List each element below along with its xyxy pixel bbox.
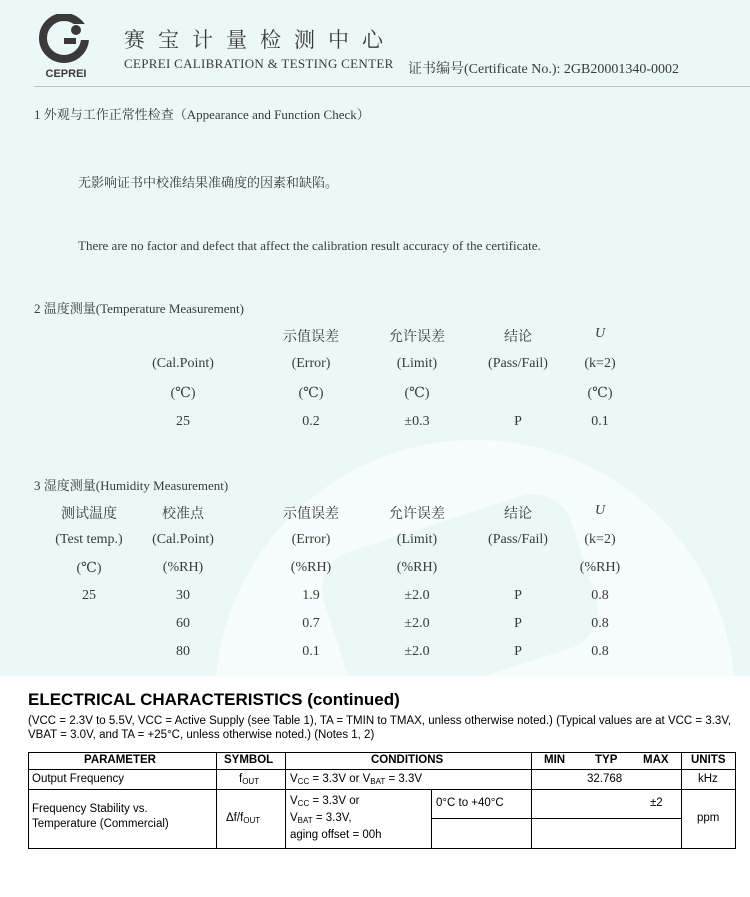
hum-col-result-en: (Pass/Fail): [488, 532, 548, 547]
hum-cell-result: P: [514, 616, 522, 631]
electrical-characteristics-table: [28, 752, 736, 849]
cell-symbol: $\Delta f/f_{OUT}$: [226, 812, 261, 825]
hum-cell-u: 0.8: [591, 588, 609, 603]
hum-cell-result: P: [514, 644, 522, 659]
col-header-max: MAX: [643, 754, 669, 766]
temp-col-u-cn: U: [594, 326, 606, 341]
temp-col-u-unit: (℃): [587, 386, 613, 401]
cell-conditions: $V_{CC} = 3.3V$ or $V_{BAT} = 3.3V$, aging offset = 00h: [290, 795, 382, 841]
hum-cell-calpoint: 60: [176, 616, 190, 631]
hum-cell-u: 0.8: [591, 644, 609, 659]
hum-cell-limit: ±2.0: [404, 588, 430, 603]
col-header-min: MIN: [544, 754, 566, 766]
cell-parameter: Output Frequency: [32, 773, 125, 785]
col-header-parameter: PARAMETER: [84, 754, 156, 766]
hum-col-testtemp-cn: 测试温度: [61, 507, 117, 522]
temp-cell-u: 0.1: [591, 414, 609, 429]
hum-cell-calpoint: 80: [176, 644, 190, 659]
certificate-number: [408, 58, 679, 78]
temp-cell-calpoint: 25: [176, 414, 190, 429]
cell-typ: 32.768: [587, 773, 623, 785]
hum-col-result-cn: 结论: [504, 507, 532, 522]
temp-col-error-unit: (℃): [298, 386, 324, 401]
datasheet-title: ELECTRICAL CHARACTERISTICS (continued): [28, 690, 400, 709]
hum-cell-calpoint: 30: [176, 588, 190, 603]
hum-cell-error: 0.1: [302, 644, 320, 659]
hum-col-calpoint-unit: (%RH): [162, 560, 204, 575]
hum-col-calpoint-cn: 校准点: [162, 507, 204, 522]
hum-cell-error: 0.7: [302, 616, 320, 631]
hum-col-testtemp-unit: (℃): [76, 561, 102, 576]
section2-title: 2 温度测量(Temperature Measurement): [34, 301, 244, 316]
section3-title: 3 湿度测量(Humidity Measurement): [34, 478, 229, 493]
temp-col-error-cn: 示值误差: [283, 330, 339, 345]
hum-col-error-unit: (%RH): [290, 560, 332, 575]
temp-col-result-en: (Pass/Fail): [488, 356, 548, 371]
header-divider: [34, 86, 750, 87]
hum-cell-error: 1.9: [302, 588, 320, 603]
logo-text: CEPREI: [45, 68, 87, 80]
col-header-units: UNITS: [691, 754, 726, 766]
temp-col-calpoint-unit: (℃): [170, 386, 196, 401]
section1-cn-text: 无影响证书中校准结果准确度的因素和缺陷。: [78, 175, 339, 190]
cell-units: ppm: [697, 812, 720, 824]
cell-units: kHz: [698, 773, 718, 785]
cell-symbol: $f_{OUT}$: [239, 773, 260, 786]
datasheet-note: (VCC = 2.3V to 5.5V, VCC = Active Supply (see Table 1), TA = TMIN to TMAX, unless otherwise noted.) (Typical values are at VCC = 3.3V, VBAT = 3.0V, and TA = +25°C, unless otherwise noted.) (Notes 1, 2): [28, 715, 732, 741]
temp-col-error-en: (Error): [291, 356, 331, 371]
hum-cell-limit: ±2.0: [404, 644, 430, 659]
temp-cell-error: 0.2: [302, 414, 320, 429]
temp-col-limit-unit: (℃): [404, 386, 430, 401]
section1-en-text: There are no factor and defect that affect the calibration result accuracy of the certificate.: [78, 238, 541, 253]
hum-col-limit-en: (Limit): [396, 532, 438, 547]
temp-col-limit-cn: 允许误差: [389, 330, 445, 345]
ceprei-logo-icon: [36, 14, 96, 80]
hum-col-error-cn: 示值误差: [283, 507, 339, 522]
hum-col-calpoint-en: (Cal.Point): [152, 532, 214, 547]
hum-cell-result: P: [514, 588, 522, 603]
temp-cell-result: P: [514, 414, 522, 429]
temp-col-limit-en: (Limit): [396, 356, 438, 371]
cell-conditions: $V_{CC} = 3.3V$ or $V_{BAT} = 3.3V$: [290, 773, 423, 786]
hum-col-u-unit: (%RH): [579, 560, 621, 575]
hum-cell-testtemp: 25: [82, 588, 96, 603]
hum-cell-limit: ±2.0: [404, 616, 430, 631]
hum-cell-u: 0.8: [591, 616, 609, 631]
section1-title: 1 外观与工作正常性检查（Appearance and Function Check）: [34, 107, 370, 122]
col-header-typ: TYP: [595, 754, 618, 766]
hum-col-u-en: (k=2): [584, 532, 616, 547]
center-name-en: CEPREI CALIBRATION & TESTING CENTER: [124, 56, 394, 71]
col-header-symbol: SYMBOL: [224, 754, 274, 766]
certificate-number-value: 2GB20001340-0002: [563, 62, 680, 77]
hum-col-u-cn: U: [594, 503, 606, 518]
hum-col-limit-unit: (%RH): [396, 560, 438, 575]
cell-parameter: Frequency Stability vs. Temperature (Commercial): [32, 803, 169, 830]
cell-max: ±2: [650, 797, 663, 809]
hum-col-testtemp-en: (Test temp.): [55, 532, 123, 547]
cell-sub-condition: 0°C to +40°C: [436, 797, 504, 809]
hum-col-limit-cn: 允许误差: [389, 507, 445, 522]
temp-cell-limit: ±0.3: [404, 414, 430, 429]
temp-col-calpoint-en: (Cal.Point): [152, 356, 214, 371]
certificate-number-label: 证书编号(Certificate No.):: [408, 62, 561, 77]
center-name-cn: 赛宝计量检测中心: [124, 28, 396, 52]
temp-col-u-en: (k=2): [584, 356, 616, 371]
hum-col-error-en: (Error): [291, 532, 331, 547]
temp-col-result-cn: 结论: [504, 330, 532, 345]
col-header-conditions: CONDITIONS: [371, 754, 444, 766]
